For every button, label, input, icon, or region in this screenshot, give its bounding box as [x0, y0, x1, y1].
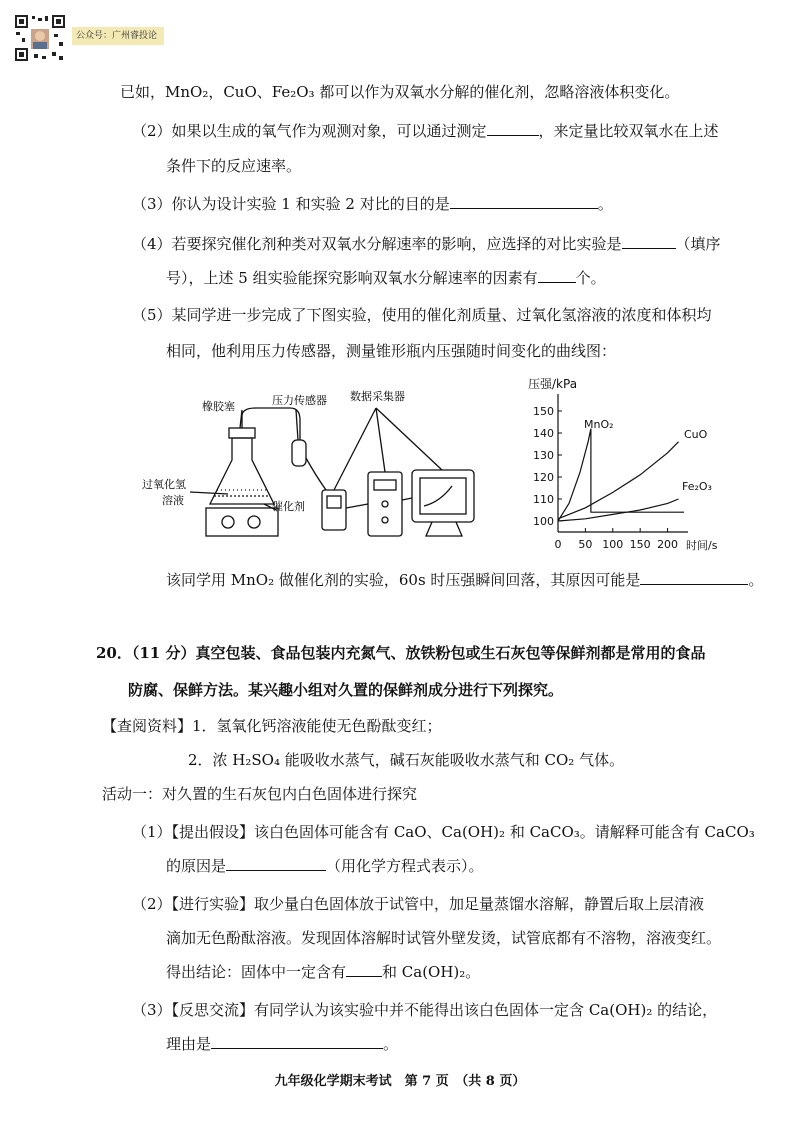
q20-head-line1: 20．（11 分）真空包装、食品包装内充氮气、放铁粉包或生石灰包等保鲜剂都是常用的食品: [96, 644, 706, 662]
q20-step2-line3: [166, 962, 480, 982]
q20-step2-line1: （2）【进行实验】取少量白色固体放于试管中，加足量蒸馏水溶解，静置后取上层清液: [132, 895, 705, 913]
x-tick-label: 150: [629, 538, 651, 551]
q20-step1-blank[interactable]: [226, 856, 326, 871]
magnetic-stirrer: [206, 508, 278, 536]
q19-part4-line1: [132, 234, 721, 254]
q20-reference-1: 【查阅资料】1．氢氧化钙溶液能使无色酚酞变红；: [102, 717, 442, 735]
q19-part3-text-b: 。: [597, 195, 613, 213]
q20-step2-line2: 滴加无色酚酞溶液。发现固体溶解时试管外壁发烫，试管底都有不溶物，溶液变红。: [166, 929, 722, 947]
q19-part4-line2: [166, 268, 606, 288]
x-tick-label: 50: [578, 538, 593, 551]
x-axis-label: 时间/s: [686, 539, 718, 552]
q19-part2-line1: [132, 121, 719, 141]
q19-part3-blank[interactable]: [450, 194, 598, 209]
y-axis-label: 压强/kPa: [528, 377, 578, 391]
page-footer: 九年级化学期末考试 第 7 页 （共 8 页）: [274, 1074, 526, 1089]
q20-step1-text-a: 的原因是: [166, 857, 227, 875]
q19-part4-blank2[interactable]: [538, 268, 576, 283]
apparatus-diagram: [140, 380, 480, 555]
label-data-collector: 数据采集器: [350, 390, 405, 403]
series-label-1: MnO₂: [584, 418, 614, 431]
q19-part4-text-d: 个。: [575, 269, 606, 287]
q19-part5-line2: 相同，他利用压力传感器，测量锥形瓶内压强随时间变化的曲线图：: [166, 342, 617, 360]
rubber-stopper: [229, 428, 255, 438]
q20-step2-blank[interactable]: [346, 962, 382, 977]
q20-head-line2: 防腐、保鲜方法。某兴趣小组对久置的保鲜剂成分进行下列探究。: [128, 681, 564, 699]
label-h2o2-2: 溶液: [162, 494, 184, 507]
data-collector: [368, 472, 402, 536]
q20-step1-line1: （1）【提出假设】该白色固体可能含有 CaO、Ca(OH)₂ 和 CaCO₃。请解释可能含有 CaCO₃: [132, 823, 755, 841]
series-label-2: CuO: [684, 428, 708, 441]
pressure-time-chart: [514, 372, 734, 562]
wechat-account-tag: 公众号：广州睿投论: [72, 27, 164, 45]
x-tick-label: 200: [657, 538, 679, 551]
q20-step3-text-a: 理由是: [166, 1035, 212, 1053]
q19-part2-blank[interactable]: [487, 121, 539, 136]
pressure-sensor: [292, 440, 306, 466]
q19-part5-after: [166, 570, 763, 590]
q19-part5-line1: （5）某同学进一步完成了下图实验，使用的催化剂质量、过氧化氢溶液的浓度和体积均: [132, 306, 712, 324]
label-stopper: 橡胶塞: [202, 400, 235, 413]
label-h2o2-1: 过氧化氢: [142, 478, 186, 491]
x-tick-label: 100: [602, 538, 624, 551]
y-tick-label: 140: [533, 427, 554, 440]
q19-part5-after-text-a: 该同学用 MnO₂ 做催化剂的实验，60s 时压强瞬间回落，其原因可能是: [166, 571, 641, 589]
q20-step3-line2: [166, 1034, 398, 1054]
y-tick-label: 120: [533, 471, 554, 484]
q19-part2-text-b: ，来定量比较双氧水在上述: [538, 122, 719, 140]
label-pressure-sensor: 压力传感器: [272, 394, 327, 407]
q20-reference-2: 2．浓 H₂SO₄ 能吸收水蒸气，碱石灰能吸收水蒸气和 CO₂ 气体。: [188, 751, 625, 769]
q19-part3: [132, 194, 613, 214]
series-line-3: [558, 499, 679, 521]
label-catalyst: 催化剂: [272, 500, 305, 513]
q19-part4-text-a: （4）若要探究催化剂种类对双氧水分解速率的影响，应选择的对比实验是: [132, 235, 622, 253]
q20-step2-text-b: 和 Ca(OH)₂。: [382, 963, 481, 981]
series-line-2: [558, 442, 679, 519]
q20-activity-1: 活动一：对久置的生石灰包内白色固体进行探究: [102, 785, 418, 803]
q19-part2-text-a: （2）如果以生成的氧气作为观测对象，可以通过测定: [132, 122, 487, 140]
q19-part3-text-a: （3）你认为设计实验 1 和实验 2 对比的目的是: [132, 195, 450, 213]
q20-step1-text-b: （用化学方程式表示）。: [326, 857, 484, 875]
q19-intro: 已如，MnO₂，CuO、Fe₂O₃ 都可以作为双氧水分解的催化剂，忽略溶液体积变化。: [120, 83, 680, 101]
series-line-1: [558, 429, 684, 521]
q19-part4-text-b: （填序: [675, 235, 721, 253]
qr-code-avatar: [14, 14, 66, 62]
y-tick-label: 150: [533, 405, 554, 418]
q20-step2-text-a: 得出结论：固体中一定含有: [166, 963, 347, 981]
q20-step1-line2: [166, 856, 484, 876]
y-tick-label: 130: [533, 449, 554, 462]
q19-part2-line2: 条件下的反应速率。: [166, 157, 302, 175]
q19-part4-text-c: 号），上述 5 组实验能探究影响双氧水分解速率的因素有: [166, 269, 538, 287]
q19-part5-after-text-b: 。: [748, 571, 764, 589]
x-tick-label: 0: [554, 538, 562, 551]
q20-step3-blank[interactable]: [211, 1034, 383, 1049]
y-tick-label: 100: [533, 515, 554, 528]
y-tick-label: 110: [533, 493, 554, 506]
q20-step3-text-b: 。: [383, 1035, 399, 1053]
q20-step3-line1: （3）【反思交流】有同学认为该实验中并不能得出该白色固体一定含 Ca(OH)₂ 的结论，: [132, 1001, 718, 1019]
series-label-3: Fe₂O₃: [682, 480, 712, 493]
q19-part5-after-blank[interactable]: [640, 570, 748, 585]
q19-part4-blank1[interactable]: [622, 234, 676, 249]
